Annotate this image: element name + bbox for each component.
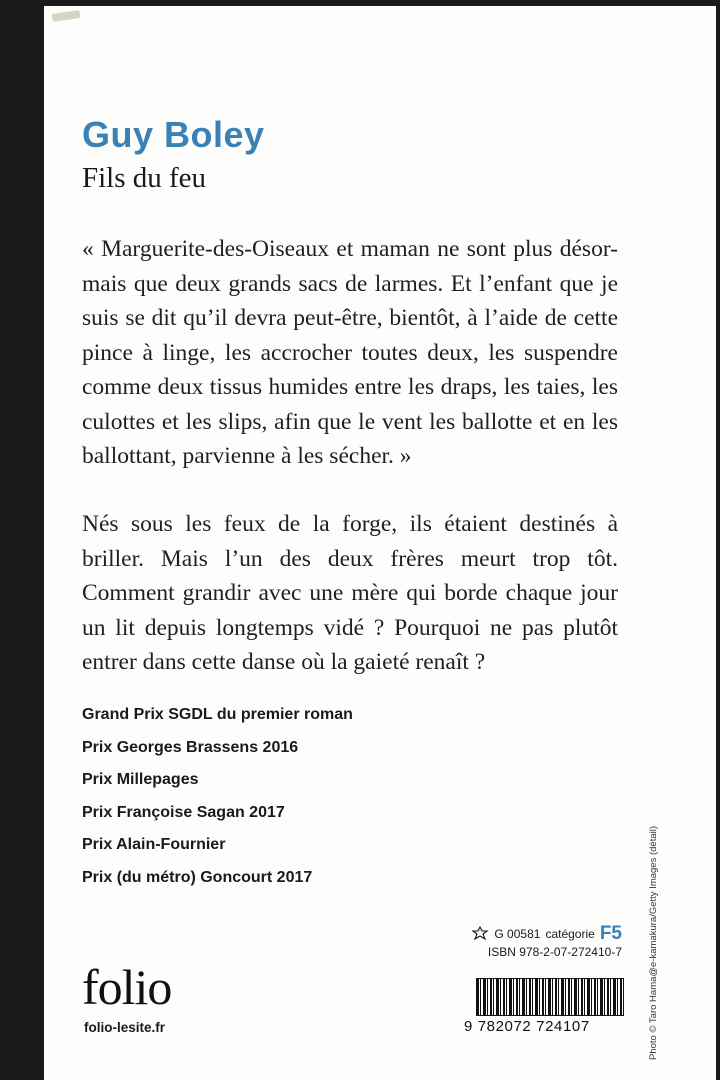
category-label: catégorie [545,927,595,941]
prize-item: Prix Alain-Fournier [82,836,226,853]
prize-item: Prix Georges Brassens 2016 [82,738,299,756]
category-value: F5 [599,923,622,944]
prize-item: Prix Millepages [82,771,199,788]
product-codes [466,923,622,965]
barcode [476,978,624,1016]
publisher-site: folio-lesite.fr [84,1020,166,1035]
photo-credit: Photo © Taro Hama@e-kamakura/Getty Images (détail) [648,825,659,1060]
book-title: Fils du feu [82,162,207,194]
photo-frame-left [0,0,44,1080]
quote-paragraph: « Marguerite-des-Oiseaux et maman ne sont plus désor-mais que deux grands sacs de larmes. Et l’enfant que je suis se dit qu’il devra peut-être, bientôt, à l’aide de cette pince à linge, les accrocher toutes deux, les suspendre comme deux tissus humides entre les draps, les taies, les culottes et les slips, afin que le vent les ballotte et en les ballottant, parvienne à les sécher. » [82,236,618,469]
prize-item: Prix Françoise Sagan 2017 [82,803,285,821]
code-line [466,923,622,945]
folio-logo: folio [82,959,172,1015]
prize-list [82,706,353,901]
summary-paragraph: Nés sous les feux de la forge, ils étaient destinés à briller. Mais l’un des deux frères meurt trop tôt. Comment grandir avec une mère qui borde chaque jour un lit depuis longtemps vidé ? Pourquoi ne pas plutôt entrer dans cette danse où la gaieté renaît ? [82,511,618,675]
barcode-digits: 9 782072 724107 [464,1018,590,1035]
product-code: G 00581 [494,927,541,941]
prize-item: Grand Prix SGDL du premier roman [82,706,353,723]
author-name: Guy Boley [82,114,265,155]
prize-item: Prix (du métro) Goncourt 2017 [82,868,313,886]
photo-frame-right [716,0,720,1080]
gallimard-symbol-icon [471,926,489,943]
isbn: ISBN 978-2-07-272410-7 [487,945,622,959]
